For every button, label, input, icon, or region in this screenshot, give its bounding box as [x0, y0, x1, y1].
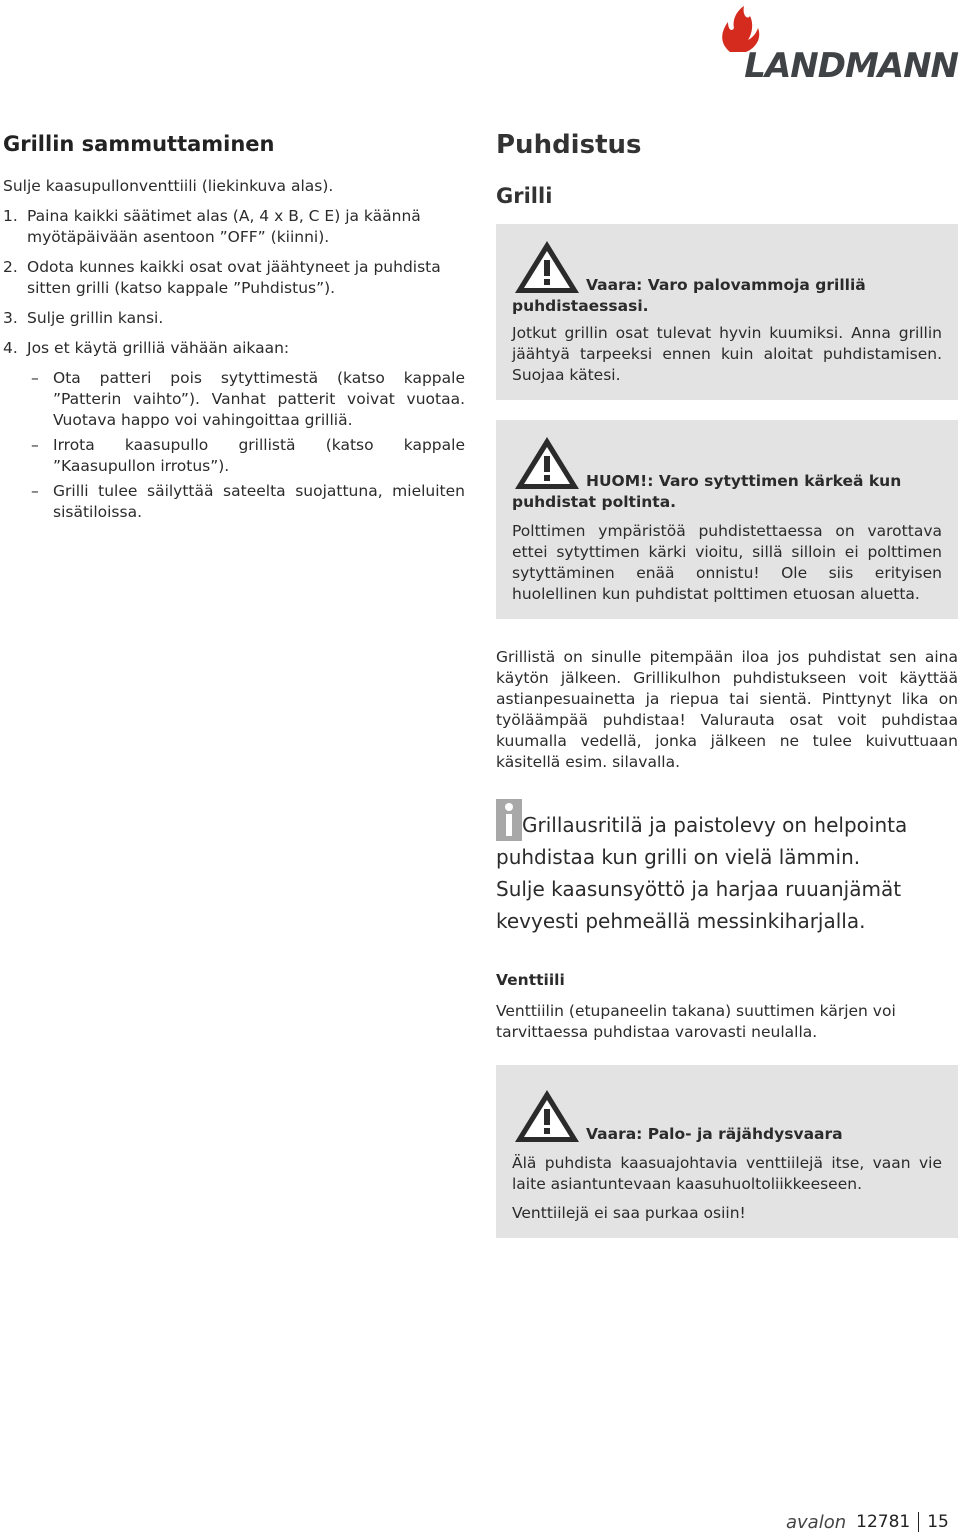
valve-paragraph: Venttiilin (etupaneelin takana) suuttimen kärjen voi tarvittaessa puhdistaa varovasti neulalla.	[496, 1002, 896, 1041]
list-item: 1. Paina kaikki säätimet alas (A, 4 x B, C E) ja käännä myötäpäivään asentoon ”OFF” (kiinni).	[3, 207, 421, 246]
warning-triangle-icon	[512, 1087, 582, 1145]
right-column	[496, 130, 958, 1238]
page-number: 15	[927, 1512, 949, 1532]
warning-body: Jotkut grillin osat tulevat hyvin kuumiksi. Anna grillin jäähtyä tarpeeksi ennen kuin aloitat puhdistamisen. Suojaa kätesi.	[512, 324, 942, 384]
warning-triangle-icon	[512, 434, 582, 492]
warning-title: HUOM!: Varo sytyttimen kärkeä kun puhdistat poltinta.	[512, 434, 942, 513]
warning-box-fire	[496, 1065, 958, 1238]
warning-body: Venttiilejä ei saa purkaa osiin!	[512, 1204, 746, 1222]
subheading-valve: Venttiili	[496, 971, 565, 989]
warning-title: Vaara: Palo- ja räjähdysvaara	[512, 1087, 942, 1145]
cleaning-paragraph: Grillistä on sinulle pitempään iloa jos puhdistat sen aina käytön jälkeen. Grillikulhon puhdistukseen voit käyttää astianpesuainetta ja riepua tai sientä. Pinttynyt lika on työläämpää puhdistaa! Valurauta osat voit puhdistaa kuumalla vedellä, jonka jälkeen ne tulee kuivuttuaan käsitellä esim. silavalla.	[496, 648, 958, 771]
footer-code: 12781	[856, 1512, 919, 1532]
section-heading-shutdown: Grillin sammuttaminen	[3, 132, 275, 156]
footer-brand: avalon	[786, 1511, 847, 1533]
page-footer	[786, 1508, 949, 1536]
warning-body: Älä puhdista kaasuajohtavia venttiilejä itse, vaan vie laite asiantuntevaan kaasuhuoltoliikkeeseen.	[512, 1154, 942, 1193]
info-note: Grillausritilä ja paistolevy on helpointa puhdistaa kun grilli on vielä lämmin. Sulje kaasunsyöttö ja harjaa ruuanjämät kevyesti pehmeällä messinkiharjalla.	[496, 799, 958, 937]
intro-text: Sulje kaasupullonventtiili (liekinkuva alas).	[3, 177, 334, 195]
bullet-item: – Ota patteri pois sytyttimestä (katso kappale ”Patterin vaihto”). Vanhat patterit voivat vuotaa. Vuotava happo voi vahingoittaa grilliä.	[31, 369, 465, 429]
warning-box-burns	[496, 224, 958, 400]
left-column	[3, 132, 465, 523]
landmann-logo	[700, 4, 958, 86]
warning-title: Vaara: Varo palovammoja grilliä puhdistaessasi.	[512, 238, 942, 317]
logo-wordmark: LANDMANN	[744, 46, 958, 86]
section-heading-cleaning: Puhdistus	[496, 130, 642, 160]
list-item: 3. Sulje grillin kansi.	[3, 309, 164, 327]
warning-triangle-icon	[512, 238, 582, 296]
list-item: 2. Odota kunnes kaikki osat ovat jäähtyneet ja puhdista sitten grilli (katso kappale ”Puhdistus”).	[3, 258, 441, 297]
warning-body: Polttimen ympäristöä puhdistettaessa on varottava ettei sytyttimen kärki vioitu, sillä silloin ei polttimen sytyttäminen enää onnistu! Ole siis erityisen huolellinen kun puhdistat polttimen etuosan aluetta.	[512, 522, 942, 603]
bullet-item: – Irrota kaasupullo grillistä (katso kappale ”Kaasupullon irrotus”).	[31, 436, 465, 475]
warning-box-igniter	[496, 420, 958, 619]
info-icon	[496, 799, 522, 841]
bullet-item: – Grilli tulee säilyttää sateelta suojattuna, mieluiten sisätiloissa.	[31, 482, 465, 521]
subheading-grill: Grilli	[496, 184, 553, 208]
list-item: 4. Jos et käytä grilliä vähään aikaan:	[3, 339, 290, 357]
